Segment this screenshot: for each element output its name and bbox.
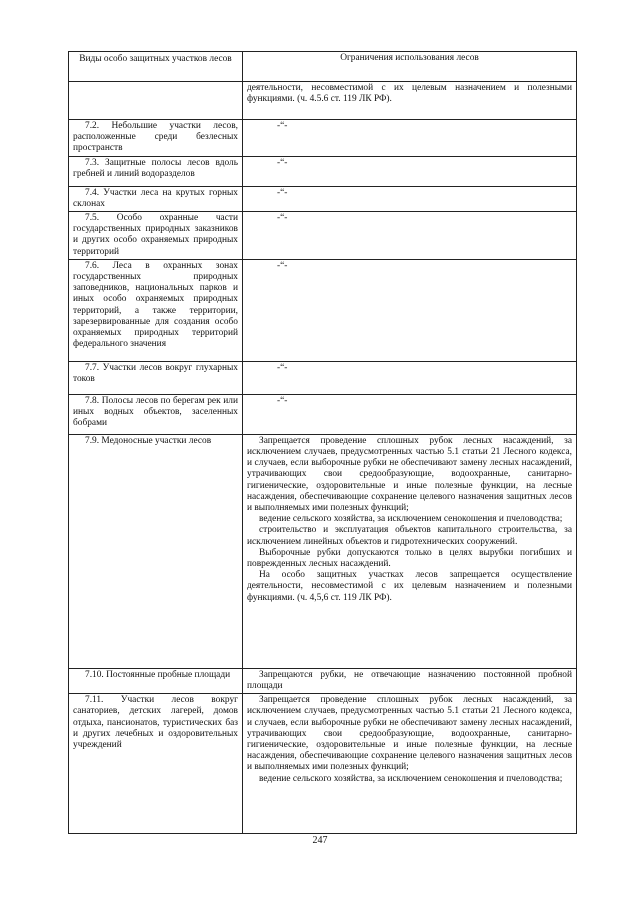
restriction-paragraph: деятельности, несовместимой с их целевым назначением и полезными функциями. (ч. 4.5.6 ст. 119 ЛК РФ). <box>247 83 572 105</box>
usage-restriction <box>243 394 577 434</box>
table-row <box>69 212 577 260</box>
usage-restriction <box>243 186 577 211</box>
forest-area-type-text: 7.8. Полосы лесов по берегам рек или иных водных объектов, заселенных бобрами <box>73 395 238 429</box>
restriction-paragraph: На особо защитных участках лесов запрещается осуществление деятельности, несовместимой с их целевым назначением и полезными функциями. (ч. 4,5,6 ст. 119 ЛК РФ). <box>247 570 572 603</box>
forest-area-type <box>69 82 243 120</box>
ditto-mark: -“- <box>277 395 288 406</box>
restriction-paragraph: строительство и эксплуатация объектов капитального строительства, за исключением линейных объектов и гидротехнических сооружений. <box>247 525 572 547</box>
table-row <box>69 361 577 394</box>
forest-area-type-text: 7.11. Участки лесов вокруг санаториев, детских лагерей, домов отдыха, пансионатов, туристических баз и других лечебных и оздоровительных учреждений <box>73 695 238 751</box>
restriction-paragraph: Выборочные рубки допускаются только в целях вырубки погибших и поврежденных лесных насаждений. <box>247 547 572 570</box>
usage-restriction <box>243 120 577 157</box>
ditto-mark: -“- <box>277 121 288 131</box>
restriction-paragraph: Запрещается проведение сплошных рубок лесных насаждений, за исключением случаев, предусмотренных частью 5.1 статьи 21 Лесного кодекса, и случаев, если выборочные рубки не обеспечивают замену лесных насаждений, утрачивающих свои средообразующие, водоохранные, санитарно-гигиенические, оздоровительные и иные полезные функции, на лесные насаждения, обеспечивающие сохранение целевого назначения защитных лесов и выполняемых ими полезных функций; <box>247 695 572 773</box>
forest-area-type <box>69 394 243 434</box>
usage-restriction <box>243 668 577 693</box>
table-header-row <box>69 52 577 82</box>
restriction-paragraph: ведение сельского хозяйства, за исключением сенокошения и пчеловодства; <box>259 773 563 784</box>
forest-area-type-text: 7.4. Участки леса на крутых горных склонах <box>73 187 238 209</box>
usage-restriction <box>243 212 577 260</box>
restrictions-table <box>68 51 577 834</box>
ditto-mark: -“- <box>277 187 288 198</box>
forest-area-type <box>69 694 243 834</box>
forest-area-type <box>69 120 243 157</box>
forest-area-type-text: 7.9. Медоносные участки лесов <box>85 435 212 446</box>
table-row <box>69 156 577 186</box>
usage-restriction <box>243 434 577 668</box>
table-row <box>69 694 577 834</box>
ditto-mark: -“- <box>277 213 288 224</box>
ditto-mark: -“- <box>277 157 288 168</box>
usage-restriction <box>243 156 577 186</box>
table-row <box>69 434 577 668</box>
table-body <box>69 82 577 834</box>
forest-area-type-text: 7.7. Участки лесов вокруг глухарных токов <box>73 362 238 385</box>
forest-area-type <box>69 434 243 668</box>
forest-area-type-text: 7.5. Особо охранные части государственных природных заказников и других особо охраняемых природных территорий <box>73 213 238 257</box>
usage-restriction <box>243 82 577 120</box>
table-row <box>69 120 577 157</box>
forest-area-type <box>69 212 243 260</box>
ditto-mark: -“- <box>277 260 288 271</box>
table-row <box>69 82 577 120</box>
forest-area-type <box>69 668 243 693</box>
header-col-restrictions: Ограничения использования лесов <box>243 52 577 82</box>
table-row <box>69 394 577 434</box>
forest-area-type-text: 7.2. Небольшие участки лесов, расположенные среди безлесных пространств <box>73 121 238 154</box>
table-row <box>69 186 577 211</box>
usage-restriction <box>243 259 577 361</box>
forest-area-type <box>69 259 243 361</box>
restriction-paragraph: ведение сельского хозяйства, за исключением сенокошения и пчеловодства; <box>259 514 563 525</box>
forest-area-type <box>69 186 243 211</box>
forest-area-type-text: 7.6. Леса в охранных зонах государственных природных заповедников, национальных парков и иных особо охраняемых природных территорий, а также территории, зарезервированные для создания особо охраняемых природных территорий федерального значения <box>73 260 238 350</box>
forest-area-type <box>69 361 243 394</box>
usage-restriction <box>243 694 577 834</box>
forest-area-type-text: 7.3. Защитные полосы лесов вдоль гребней и линий водоразделов <box>73 157 238 179</box>
table-row <box>69 259 577 361</box>
restriction-paragraph: Запрещается проведение сплошных рубок лесных насаждений, за исключением случаев, предусмотренных частью 5.1 статьи 21 Лесного кодекса, и случаев, если выборочные рубки не обеспечивают замену лесных насаждений, утрачивающих свои средообразующие, водоохранные, санитарно-гигиенические, оздоровительные и иные полезные функции, на лесные насаждения, обеспечивающие сохранение целевого назначения защитных лесов и выполняемых ими полезных функций; <box>247 435 572 514</box>
usage-restriction <box>243 361 577 394</box>
forest-area-type <box>69 156 243 186</box>
forest-area-type-text: 7.10. Постоянные пробные площади <box>85 669 231 680</box>
restriction-paragraph: Запрещаются рубки, не отвечающие назначению постоянной пробной площади <box>247 669 572 692</box>
ditto-mark: -“- <box>277 362 288 373</box>
table-row <box>69 668 577 693</box>
page-number: 247 <box>312 835 328 846</box>
header-col-types: Виды особо защитных участков лесов <box>69 52 243 82</box>
